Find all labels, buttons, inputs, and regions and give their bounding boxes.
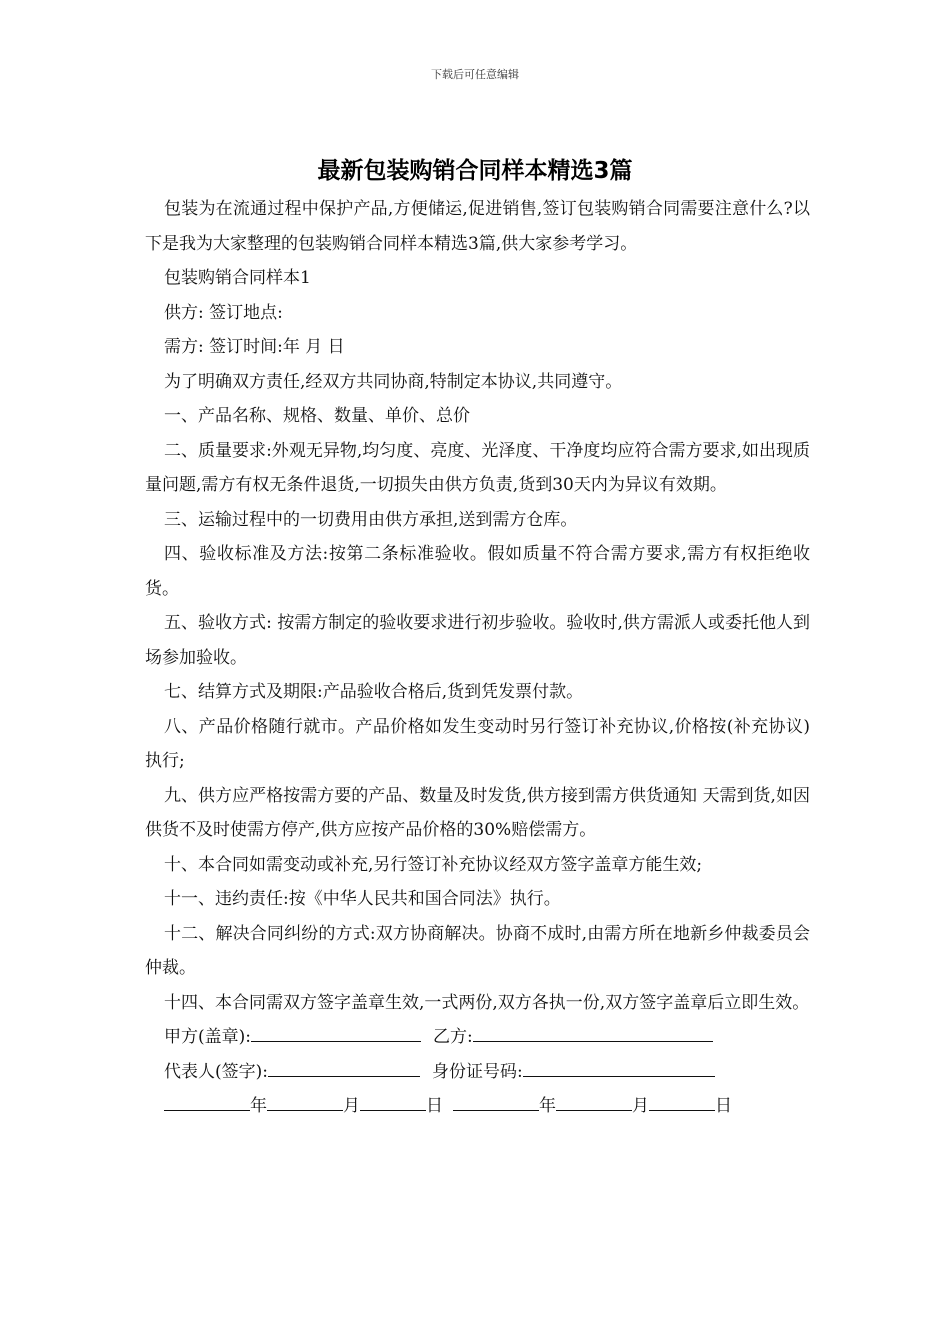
clause-2: 二、质量要求:外观无异物,均匀度、亮度、光泽度、干净度均应符合需方要求,如出现质量问题,需方有权无条件退货,一切损失由供方负责,货到30天内为异议有效期。 xyxy=(145,440,810,495)
clause-8: 八、产品价格随行就市。产品价格如发生变动时另行签订补充协议,价格按(补充协议)执行; xyxy=(145,716,810,771)
date-b-month-label: 月 xyxy=(632,1096,649,1116)
representative-blank xyxy=(268,1056,420,1077)
party-b-label: 乙方: xyxy=(433,1027,473,1047)
id-number-label: 身份证号码: xyxy=(432,1061,523,1082)
id-number-blank xyxy=(523,1056,715,1077)
header-note: 下载后可任意编辑 xyxy=(431,68,519,81)
signature-row-representative xyxy=(145,1055,810,1090)
date-a-year-blank xyxy=(164,1090,250,1111)
date-a-month-label: 月 xyxy=(343,1096,360,1116)
date-b-day-blank xyxy=(649,1090,715,1111)
clause-7: 七、结算方式及期限:产品验收合格后,货到凭发票付款。 xyxy=(164,682,584,702)
party-a-blank xyxy=(251,1021,421,1042)
date-b-year-blank xyxy=(453,1090,539,1111)
party-a-label: 甲方(盖章): xyxy=(164,1027,251,1047)
intro-paragraph: 包装为在流通过程中保护产品,方便储运,促进销售,签订包装购销合同需要注意什么?以下是我为大家整理的包装购销合同样本精选3篇,供大家参考学习。 xyxy=(145,199,810,254)
sample-title: 包装购销合同样本1 xyxy=(164,268,311,288)
clause-3: 三、运输过程中的一切费用由供方承担,送到需方仓库。 xyxy=(164,509,578,530)
date-a-day-blank xyxy=(360,1090,426,1111)
clause-11: 十一、违约责任:按《中华人民共和国合同法》执行。 xyxy=(164,889,561,909)
signature-row-dates xyxy=(145,1089,810,1124)
purpose-paragraph: 为了明确双方责任,经双方共同协商,特制定本协议,共同遵守。 xyxy=(164,371,623,392)
supplier-line: 供方: 签订地点: xyxy=(164,302,283,323)
party-b-blank xyxy=(473,1021,713,1042)
buyer-line: 需方: 签订时间:年 月 日 xyxy=(164,337,345,357)
document-title: 最新包装购销合同样本精选3篇 xyxy=(317,158,633,184)
date-a-day-label: 日 xyxy=(426,1096,443,1116)
clause-4: 四、验收标准及方法:按第二条标准验收。假如质量不符合需方要求,需方有权拒绝收货。 xyxy=(145,544,810,599)
clause-14: 十四、本合同需双方签字盖章生效,一式两份,双方各执一份,双方签字盖章后立即生效。 xyxy=(164,992,810,1013)
clause-9: 九、供方应严格按需方要的产品、数量及时发货,供方接到需方供货通知 天需到货,如因供货不及时使需方停产,供方应按产品价格的30%赔偿需方。 xyxy=(145,785,810,840)
representative-label: 代表人(签字): xyxy=(164,1061,268,1082)
document-body xyxy=(145,192,810,1124)
date-b-year-label: 年 xyxy=(539,1096,556,1116)
clause-5: 五、验收方式: 按需方制定的验收要求进行初步验收。验收时,供方需派人或委托他人到场参加验收。 xyxy=(145,613,810,668)
signature-row-parties xyxy=(145,1020,810,1055)
date-b-month-blank xyxy=(556,1090,632,1111)
date-b-day-label: 日 xyxy=(715,1096,732,1116)
clause-1: 一、产品名称、规格、数量、单价、总价 xyxy=(164,406,470,426)
clause-12: 十二、解决合同纠纷的方式:双方协商解决。协商不成时,由需方所在地新乡仲裁委员会仲裁。 xyxy=(145,923,810,978)
date-a-year-label: 年 xyxy=(250,1096,267,1116)
clause-10: 十、本合同如需变动或补充,另行签订补充协议经双方签字盖章方能生效; xyxy=(164,854,703,875)
date-a-month-blank xyxy=(267,1090,343,1111)
